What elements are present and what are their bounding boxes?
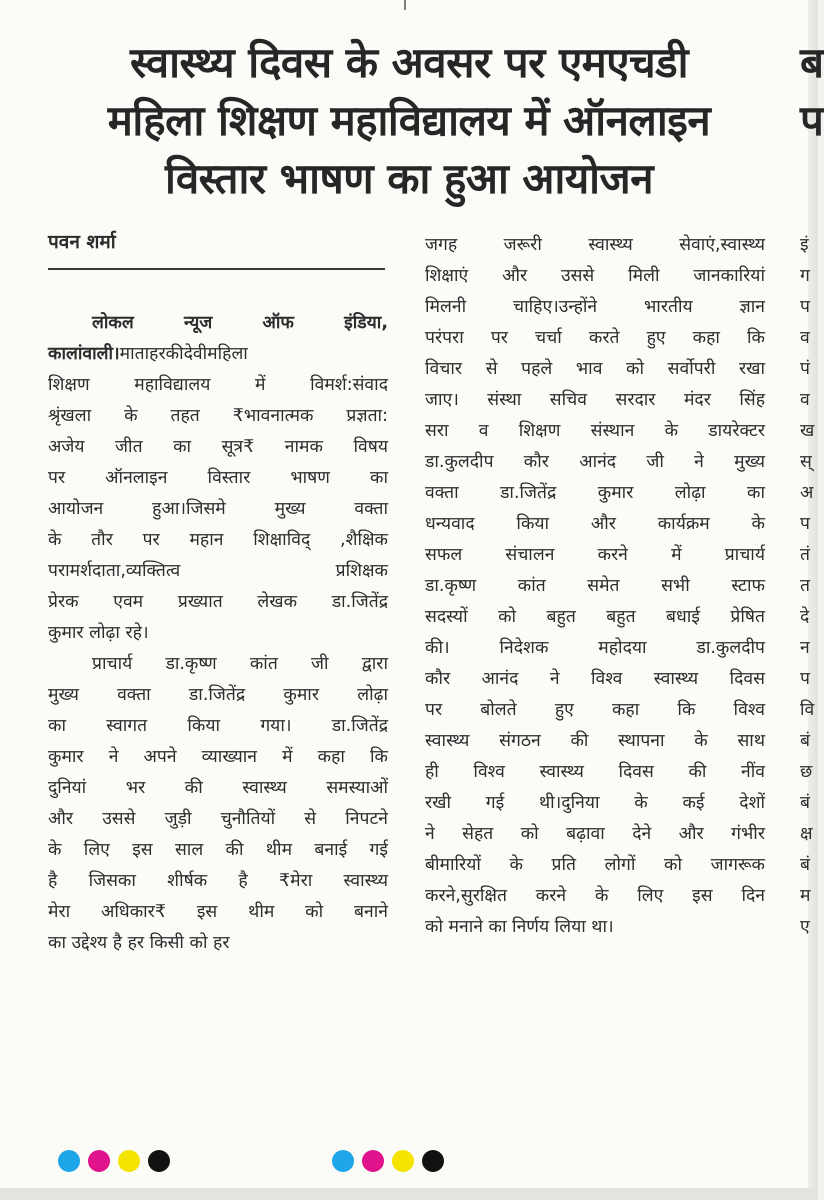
fold-mark [404,0,406,10]
text-line: स्वास्थ्य संगठन की स्थापना के साथ [425,731,765,751]
text-line: अजेय जीत का सूत्र₹ नामक विषय [48,437,388,457]
fragment-char: बं [800,731,810,751]
fragment-char: स् [800,452,812,472]
bottom-strip [0,1188,818,1200]
text-line: दुनियां भर की स्वास्थ्य समस्याओं [48,778,388,798]
text-line: मिलनी चाहिए।उन्होंने भारतीय ज्ञान [425,297,765,317]
fragment-char: म [800,886,811,906]
headline-line-1: स्वास्थ्य दिवस के अवसर पर एमएचडी [129,38,689,87]
text-line: के तौर पर महान शिक्षाविद् ,शैक्षिक [48,530,388,550]
fragment-char: तं [800,545,810,565]
text-line: डा.कुलदीप कौर आनंद जी ने मुख्य [425,452,765,472]
text-line: सरा व शिक्षण संस्थान के डायरेक्टर [425,421,765,441]
fragment-char: ग [800,266,810,286]
text-line: सदस्यों को बहुत बहुत बधाई प्रेषित [425,607,765,627]
fragment-char: व [800,328,810,348]
text-line: की। निदेशक महोदया डा.कुलदीप [425,638,765,658]
fragment-char: छ [800,762,813,782]
text-line: डा.कृष्ण कांत समेत सभी स्टाफ [425,576,765,596]
fragment-char: त [800,576,810,596]
registration-dot [88,1150,110,1172]
byline-rule [48,268,385,270]
text-line: सफल संचालन करने में प्राचार्य [425,545,765,565]
text-line: ही विश्व स्वास्थ्य दिवस की नींव [425,762,765,782]
text-line: और उससे जुड़ी चुनौतियों से निपटने [48,809,388,829]
text-line: कुमार ने अपने व्याख्यान में कहा कि [48,747,388,767]
text-line: परंपरा पर चर्चा करते हुए कहा कि [425,328,765,348]
registration-dot [332,1150,354,1172]
fragment-char: ए [800,917,810,937]
text-line: पर बोलते हुए कहा कि विश्व [425,700,765,720]
registration-dot [362,1150,384,1172]
fragment-char: बं [800,793,810,813]
text-line: रखी गई थी।दुनिया के कई देशों [425,793,765,813]
fragment-char: ख [800,421,815,441]
registration-dot [392,1150,414,1172]
fragment-char: बं [800,855,810,875]
fragment-char: न [800,638,810,658]
fragment-char: अ [800,483,814,503]
text-line: परामर्शदाता,व्यक्तित्व प्रशिक्षक [48,561,388,581]
text-line: वक्ता डा.जितेंद्र कुमार लोढ़ा का [425,483,765,503]
adjacent-headline-char-1: ब [800,38,824,87]
text-line: लोकल न्यूज ऑफ इंडिया, [92,313,388,333]
fragment-char: प [800,669,810,689]
fragment-char: पं [800,359,810,379]
byline: पवन शर्मा [48,231,116,253]
text-line: प्राचार्य डा.कृष्ण कांत जी द्वारा [92,654,388,674]
adjacent-column-fragment [800,230,818,943]
adjacent-headline-fragment [800,34,824,150]
registration-dot [422,1150,444,1172]
text-line: आयोजन हुआ।जिसमे मुख्य वक्ता [48,499,388,519]
text-line: धन्यवाद किया और कार्यक्रम के [425,514,765,534]
article-column-1 [48,308,388,959]
adjacent-headline-char-2: प [800,96,824,145]
fragment-char: वि [800,700,815,720]
text-line: बीमारियों के प्रति लोगों को जागरूक [425,855,765,875]
text-line: शिक्षण महाविद्यालय में विमर्श:संवाद [48,375,388,395]
text-line: प्रेरक एवम प्रख्यात लेखक डा.जितेंद्र [48,592,388,612]
fragment-char: इं [800,235,809,255]
text-line: का स्वागत किया गया। डा.जितेंद्र [48,716,388,736]
text-line: मेरा अधिकार₹ इस थीम को बनाने [48,902,388,922]
text-line: पर ऑनलाइन विस्तार भाषण का [48,468,388,488]
fragment-char: व [800,390,810,410]
text-line: शिक्षाएं और उससे मिली जानकारियां [425,266,765,286]
text-line: मुख्य वक्ता डा.जितेंद्र कुमार लोढ़ा [48,685,388,705]
registration-dot [148,1150,170,1172]
text-line: का उद्देश्य है हर किसी को हर [48,933,230,953]
text-line: करने,सुरक्षित करने के लिए इस दिन [425,886,765,906]
text-line: को मनाने का निर्णय लिया था। [425,917,614,937]
registration-dot [118,1150,140,1172]
article-column-2 [425,230,765,943]
registration-marks-left [58,1150,170,1172]
fragment-char: क्ष [800,824,813,844]
article-headline [34,34,784,208]
text-line [48,339,388,370]
text-line: श्रृंखला के तहत ₹भावनात्मक प्रज्ञता: [48,406,388,426]
text-line: जगह जरूरी स्वास्थ्य सेवाएं,स्वास्थ्य [425,235,765,255]
headline-line-3: विस्तार भाषण का हुआ आयोजन [164,154,654,203]
registration-dot [58,1150,80,1172]
text-line: के लिए इस साल की थीम बनाई गई [48,840,388,860]
fragment-char: दे [800,607,810,627]
text-line: कुमार लोढ़ा रहे। [48,623,149,643]
text-line: जाए। संस्था सचिव सरदार मंदर सिंह [425,390,765,410]
text-line: ने सेहत को बढ़ावा देने और गंभीर [425,824,765,844]
text-line: कौर आनंद ने विश्व स्वास्थ्य दिवस [425,669,765,689]
headline-line-2: महिला शिक्षण महाविद्यालय में ऑनलाइन [107,96,711,145]
dateline-place: कालांवाली। [48,344,120,364]
text-line: है जिसका शीर्षक है ₹मेरा स्वास्थ्य [48,871,388,891]
text-run: माताहरकीदेवीमहिला [119,344,248,364]
text-line: विचार से पहले भाव को सर्वोपरी रखा [425,359,765,379]
fragment-char: प [800,514,810,534]
registration-marks-center [332,1150,444,1172]
fragment-char: प [800,297,810,317]
